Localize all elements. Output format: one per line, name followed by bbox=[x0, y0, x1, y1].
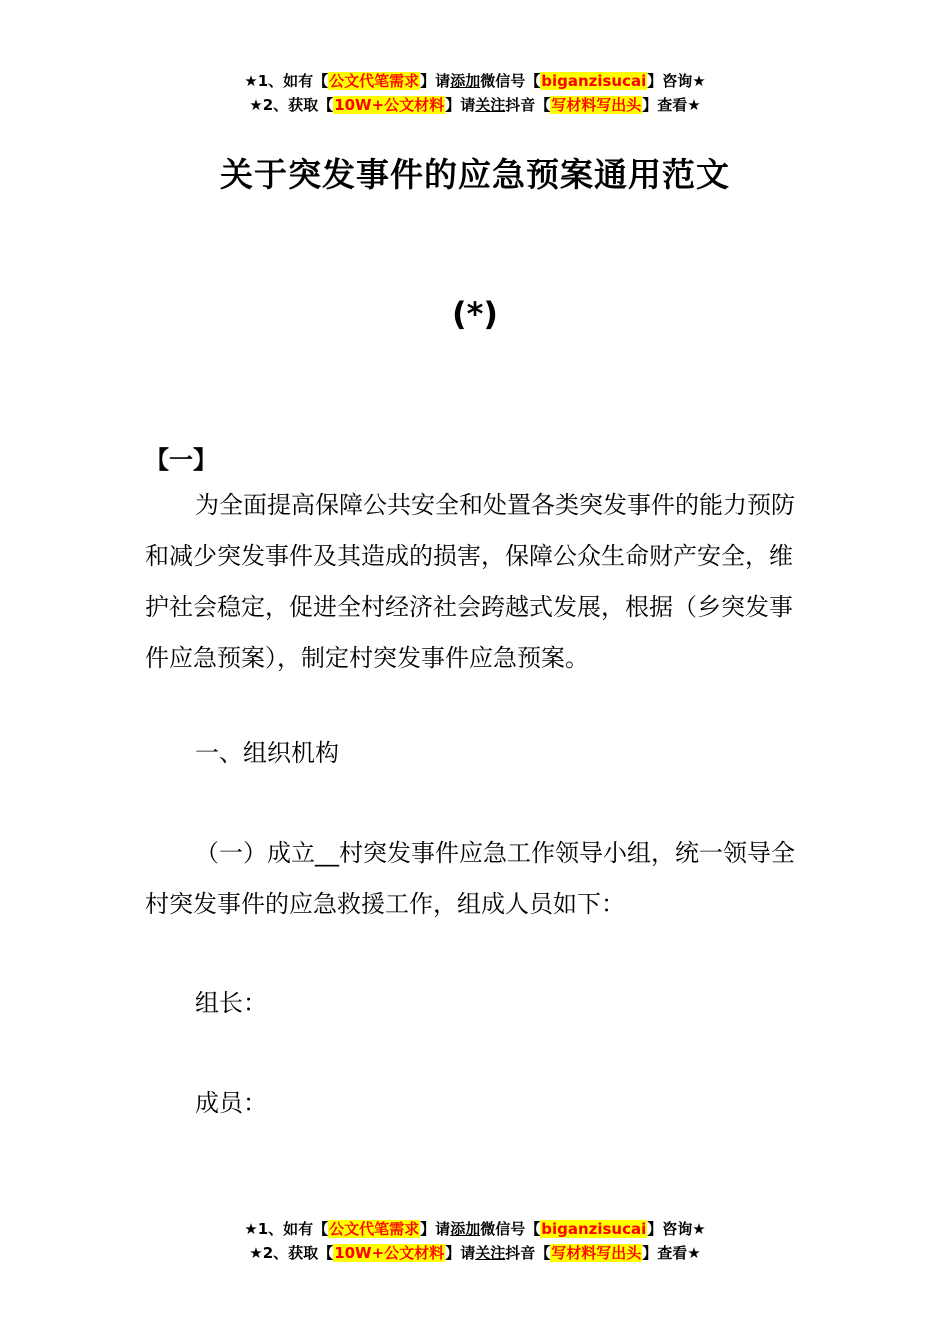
promo-footer bbox=[0, 1217, 950, 1265]
promo-line-1: ★1、如有【公文代笔需求】请添加微信号【biganzisucai】咨询★ bbox=[244, 72, 706, 90]
promo-line-2: ★2、获取【10W+公文材料】请关注抖音【写材料写出头】查看★ bbox=[249, 1244, 701, 1262]
promo-line-2: ★2、获取【10W+公文材料】请关注抖音【写材料写出头】查看★ bbox=[249, 96, 701, 114]
section-label: 【一】 bbox=[145, 446, 217, 474]
section-heading: 一、组织机构 bbox=[195, 739, 339, 767]
leader-line: 组长： bbox=[195, 989, 267, 1017]
promo-header bbox=[0, 69, 950, 117]
promo-line-1: ★1、如有【公文代笔需求】请添加微信号【biganzisucai】咨询★ bbox=[244, 1220, 706, 1238]
document-subtitle: (*) bbox=[452, 295, 498, 333]
org-paragraph: （一）成立__村突发事件应急工作领导小组，统一领导全村突发事件的应急救援工作，组成人员如下： bbox=[145, 839, 795, 918]
members-line: 成员： bbox=[195, 1089, 267, 1117]
document-title: 关于突发事件的应急预案通用范文 bbox=[220, 155, 730, 194]
intro-paragraph: 为全面提高保障公共安全和处置各类突发事件的能力预防和减少突发事件及其造成的损害，保障公众生命财产安全，维护社会稳定，促进全村经济社会跨越式发展，根据（乡突发事件应急预案），制定村突发事件应急预案。 bbox=[145, 491, 795, 672]
